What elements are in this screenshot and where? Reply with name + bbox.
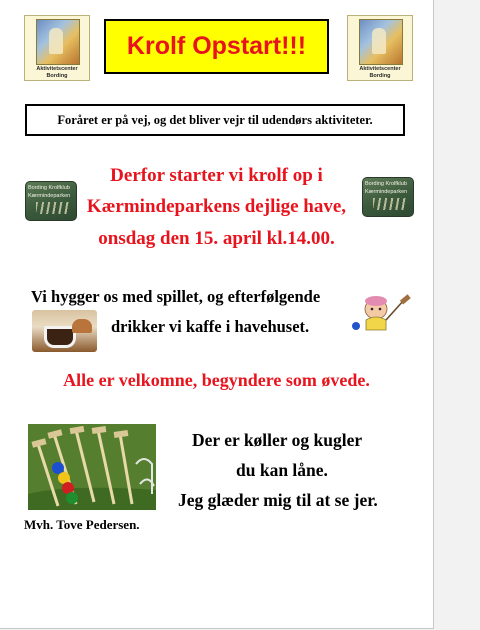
- sign-text-2: Kærmindeparken: [365, 189, 408, 195]
- logo-art: [36, 19, 80, 65]
- spring-notice: Foråret er på vej, og det bliver vejr til udendørs aktiviteter.: [57, 112, 373, 127]
- cake-icon: [72, 319, 92, 333]
- logo-caption-1: Aktivitetscenter: [359, 66, 401, 72]
- logo-caption-1: Aktivitetscenter: [36, 66, 78, 72]
- croquet-set-image: [28, 424, 156, 510]
- logo-right: [347, 15, 413, 81]
- logo-caption-2: Bording: [46, 73, 68, 79]
- sign-text-1: Bording Krolfklub: [28, 185, 70, 191]
- sign-text-2: Kærmindeparken: [28, 193, 71, 199]
- logo-left: [24, 15, 90, 81]
- page-title: Krolf Opstart!!!: [126, 32, 307, 60]
- cartoon-croquet-player-image: [352, 292, 412, 336]
- coffee-cake-image: [32, 310, 97, 352]
- event-line-2: Kærmindeparkens dejlige have,: [86, 196, 347, 217]
- event-line-3: onsdag den 15. april kl.14.00.: [98, 228, 335, 249]
- spring-notice-box: [25, 104, 405, 136]
- logo-art: [359, 19, 403, 65]
- equipment-line-1: Der er køller og kugler: [192, 430, 363, 450]
- sign-text-1: Bording Krolfklub: [365, 181, 407, 187]
- event-line-1: Derfor starter vi krolf op i: [110, 165, 323, 186]
- welcome-line: Alle er velkomne, begyndere som øvede.: [63, 370, 370, 390]
- equipment-line-3: Jeg glæder mig til at se jer.: [178, 490, 378, 510]
- logo-caption-2: Bording: [369, 73, 391, 79]
- hygge-line-2: drikker vi kaffe i havehuset.: [111, 317, 310, 336]
- title-box: [104, 19, 329, 74]
- signature: Mvh. Tove Pedersen.: [24, 517, 140, 532]
- equipment-line-2: du kan låne.: [236, 460, 328, 480]
- hygge-line-1: Vi hygger os med spillet, og efterfølgende: [31, 287, 321, 306]
